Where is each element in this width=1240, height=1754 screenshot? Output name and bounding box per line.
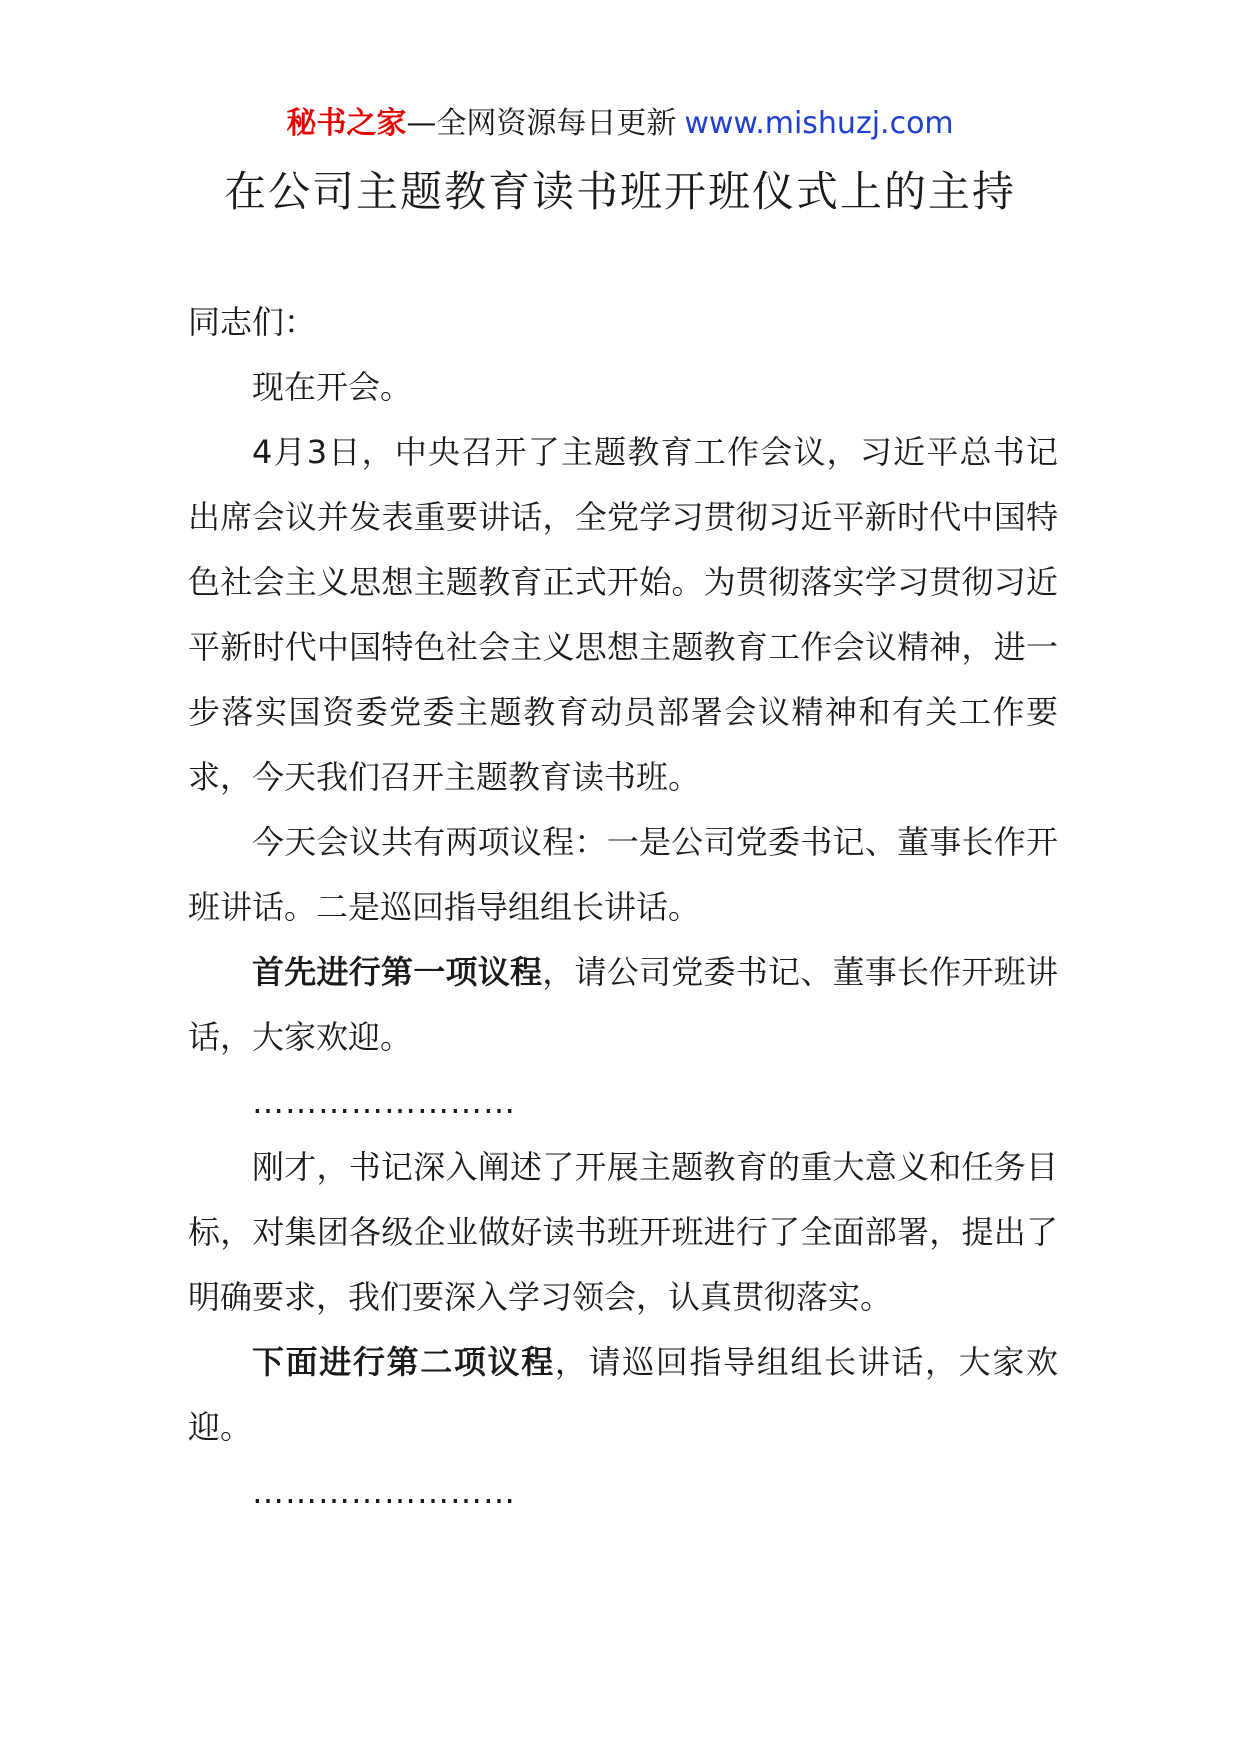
site-url-link[interactable]: www.mishuzj.com [684, 106, 954, 141]
paragraph-opening: 现在开会。 [252, 368, 413, 406]
second-item-text: ，请巡回指导组组长讲话，大家欢迎。 [188, 1343, 1058, 1446]
paragraph-first-item [188, 940, 1058, 1070]
document-title: 在公司主题教育读书班开班仪式上的主持 [223, 167, 1016, 216]
header-tagline: —全网资源每日更新 [406, 106, 677, 141]
paragraph-second-item [188, 1330, 1058, 1460]
first-item-text: ，请公司党委书记、董事长作开班讲话，大家欢迎。 [188, 953, 1058, 1056]
paragraph-agenda: 今天会议共有两项议程：一是公司党委书记、董事长作开班讲话。二是巡回指导组组长讲话。 [188, 823, 1058, 926]
paragraph-summary: 刚才，书记深入阐述了开展主题教育的重大意义和任务目标，对集团各级企业做好读书班开班进行了全面部署，提出了明确要求，我们要深入学习领会，认真贯彻落实。 [188, 1148, 1058, 1316]
ellipsis-1: …………………… [252, 1083, 516, 1121]
brand-name: 秘书之家 [286, 106, 407, 141]
ellipsis-2: …………………… [252, 1473, 516, 1511]
site-header [0, 104, 1240, 144]
first-item-heading: 首先进行第一项议程 [252, 953, 543, 991]
document-body [188, 290, 1058, 1525]
second-item-heading: 下面进行第二项议程 [252, 1343, 555, 1381]
paragraph-background: 4月3日，中央召开了主题教育工作会议，习近平总书记出席会议并发表重要讲话，全党学习贯彻习近平新时代中国特色社会主义思想主题教育正式开始。为贯彻落实学习贯彻习近平新时代中国特色社会主义思想主题教育工作会议精神，进一步落实国资委党委主题教育动员部署会议精神和有关工作要求，今天我们召开主题教育读书班。 [188, 433, 1058, 796]
salutation: 同志们： [188, 303, 317, 341]
